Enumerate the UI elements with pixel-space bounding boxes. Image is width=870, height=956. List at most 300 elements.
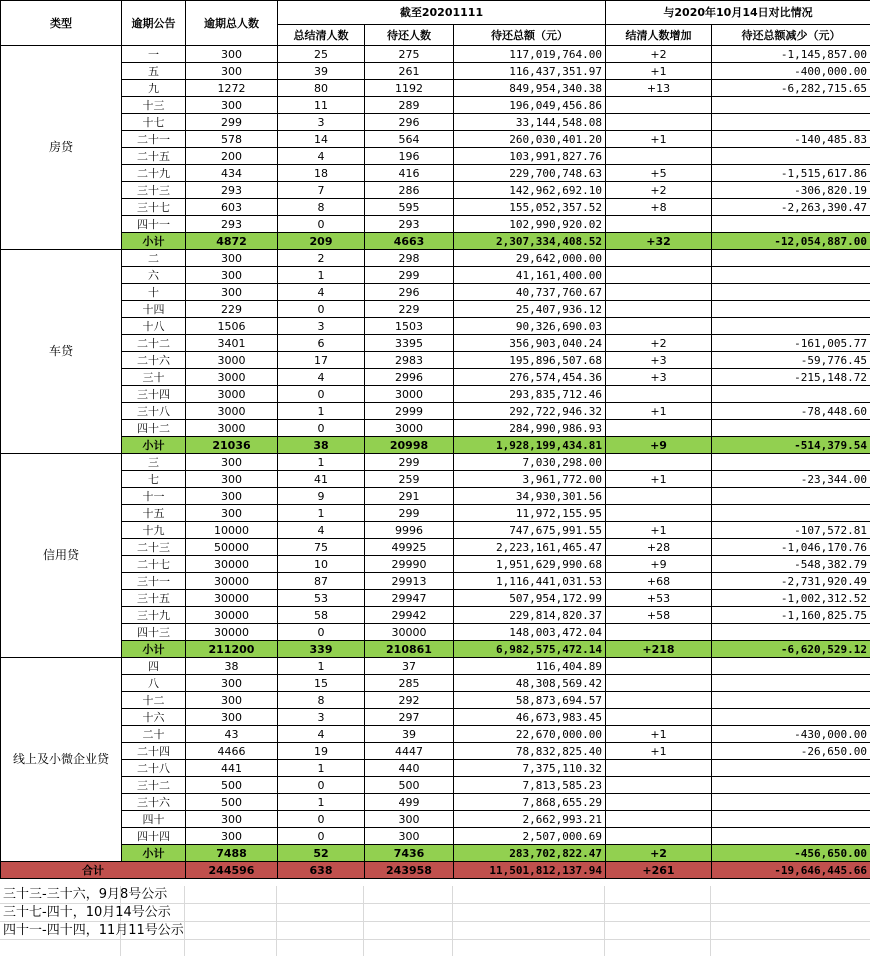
subtotal-amount-cell[interactable]: 283,702,822.47: [454, 845, 606, 862]
settled-cell[interactable]: 17: [278, 352, 365, 369]
amount-dec-cell[interactable]: [712, 658, 870, 675]
total-people-cell[interactable]: 3401: [186, 335, 278, 352]
pending-cell[interactable]: 289: [365, 97, 454, 114]
header-settled[interactable]: 总结清人数: [278, 25, 365, 46]
amount-dec-cell[interactable]: [712, 505, 870, 522]
pending-cell[interactable]: 259: [365, 471, 454, 488]
settled-cell[interactable]: 3: [278, 114, 365, 131]
amount-cell[interactable]: 117,019,764.00: [454, 46, 606, 63]
pending-cell[interactable]: 30000: [365, 624, 454, 641]
settled-inc-cell[interactable]: +53: [606, 590, 712, 607]
amount-cell[interactable]: 40,737,760.67: [454, 284, 606, 301]
total-people-cell[interactable]: 43: [186, 726, 278, 743]
pending-cell[interactable]: 3000: [365, 420, 454, 437]
total-people-cell[interactable]: 1506: [186, 318, 278, 335]
notice-cell[interactable]: 九: [122, 80, 186, 97]
pending-cell[interactable]: 2999: [365, 403, 454, 420]
amount-dec-cell[interactable]: [712, 675, 870, 692]
subtotal-amount-dec-cell[interactable]: -12,054,887.00: [712, 233, 870, 250]
notice-cell[interactable]: 二十四: [122, 743, 186, 760]
amount-cell[interactable]: 196,049,456.86: [454, 97, 606, 114]
pending-cell[interactable]: 297: [365, 709, 454, 726]
subtotal-amount-dec-cell[interactable]: -514,379.54: [712, 437, 870, 454]
notice-cell[interactable]: 十九: [122, 522, 186, 539]
total-amount-dec-cell[interactable]: -19,646,445.66: [712, 862, 870, 879]
pending-cell[interactable]: 2996: [365, 369, 454, 386]
settled-cell[interactable]: 4: [278, 369, 365, 386]
settled-inc-cell[interactable]: [606, 692, 712, 709]
settled-inc-cell[interactable]: +68: [606, 573, 712, 590]
total-people-cell[interactable]: 200: [186, 148, 278, 165]
pending-cell[interactable]: 261: [365, 63, 454, 80]
amount-cell[interactable]: 25,407,936.12: [454, 301, 606, 318]
amount-dec-cell[interactable]: -107,572.81: [712, 522, 870, 539]
total-people-cell[interactable]: 300: [186, 471, 278, 488]
notice-cell[interactable]: 二十: [122, 726, 186, 743]
amount-dec-cell[interactable]: [712, 777, 870, 794]
amount-cell[interactable]: 48,308,569.42: [454, 675, 606, 692]
settled-cell[interactable]: 4: [278, 726, 365, 743]
settled-cell[interactable]: 1: [278, 760, 365, 777]
pending-cell[interactable]: 285: [365, 675, 454, 692]
category-cell[interactable]: 房贷: [1, 46, 122, 250]
subtotal-total-people-cell[interactable]: 211200: [186, 641, 278, 658]
amount-dec-cell[interactable]: [712, 250, 870, 267]
total-people-cell[interactable]: 300: [186, 284, 278, 301]
amount-cell[interactable]: 103,991,827.76: [454, 148, 606, 165]
settled-inc-cell[interactable]: +13: [606, 80, 712, 97]
total-settled-cell[interactable]: 638: [278, 862, 365, 879]
amount-cell[interactable]: 7,868,655.29: [454, 794, 606, 811]
settled-inc-cell[interactable]: [606, 454, 712, 471]
note-line[interactable]: 三十七-四十，10月14号公示: [0, 904, 870, 922]
pending-cell[interactable]: 296: [365, 284, 454, 301]
total-people-cell[interactable]: 293: [186, 182, 278, 199]
total-label-cell[interactable]: 合计: [1, 862, 186, 879]
notice-cell[interactable]: 三十四: [122, 386, 186, 403]
total-people-cell[interactable]: 38: [186, 658, 278, 675]
amount-cell[interactable]: 22,670,000.00: [454, 726, 606, 743]
settled-cell[interactable]: 0: [278, 216, 365, 233]
settled-cell[interactable]: 53: [278, 590, 365, 607]
notice-cell[interactable]: 七: [122, 471, 186, 488]
pending-cell[interactable]: 300: [365, 828, 454, 845]
settled-inc-cell[interactable]: +1: [606, 403, 712, 420]
total-people-cell[interactable]: 300: [186, 488, 278, 505]
amount-cell[interactable]: 90,326,690.03: [454, 318, 606, 335]
subtotal-amount-dec-cell[interactable]: -6,620,529.12: [712, 641, 870, 658]
settled-cell[interactable]: 3: [278, 709, 365, 726]
subtotal-settled-cell[interactable]: 38: [278, 437, 365, 454]
amount-cell[interactable]: 116,404.89: [454, 658, 606, 675]
settled-inc-cell[interactable]: +1: [606, 743, 712, 760]
pending-cell[interactable]: 296: [365, 114, 454, 131]
notice-cell[interactable]: 四十一: [122, 216, 186, 233]
amount-cell[interactable]: 102,990,920.02: [454, 216, 606, 233]
notice-cell[interactable]: 十一: [122, 488, 186, 505]
notice-cell[interactable]: 二十一: [122, 131, 186, 148]
amount-dec-cell[interactable]: -59,776.45: [712, 352, 870, 369]
pending-cell[interactable]: 286: [365, 182, 454, 199]
amount-cell[interactable]: 58,873,694.57: [454, 692, 606, 709]
amount-dec-cell[interactable]: [712, 760, 870, 777]
settled-cell[interactable]: 1: [278, 267, 365, 284]
amount-dec-cell[interactable]: -2,731,920.49: [712, 573, 870, 590]
settled-inc-cell[interactable]: [606, 777, 712, 794]
settled-cell[interactable]: 0: [278, 420, 365, 437]
total-people-cell[interactable]: 578: [186, 131, 278, 148]
pending-cell[interactable]: 3395: [365, 335, 454, 352]
total-people-cell[interactable]: 4466: [186, 743, 278, 760]
total-people-cell[interactable]: 300: [186, 63, 278, 80]
notice-cell[interactable]: 十七: [122, 114, 186, 131]
total-people-cell[interactable]: 10000: [186, 522, 278, 539]
amount-dec-cell[interactable]: -306,820.19: [712, 182, 870, 199]
notice-cell[interactable]: 二: [122, 250, 186, 267]
notice-cell[interactable]: 二十二: [122, 335, 186, 352]
settled-inc-cell[interactable]: [606, 386, 712, 403]
notice-cell[interactable]: 十六: [122, 709, 186, 726]
amount-dec-cell[interactable]: -1,515,617.86: [712, 165, 870, 182]
pending-cell[interactable]: 299: [365, 505, 454, 522]
settled-cell[interactable]: 8: [278, 692, 365, 709]
settled-cell[interactable]: 4: [278, 148, 365, 165]
total-people-cell[interactable]: 300: [186, 505, 278, 522]
amount-cell[interactable]: 229,814,820.37: [454, 607, 606, 624]
settled-inc-cell[interactable]: [606, 488, 712, 505]
amount-cell[interactable]: 78,832,825.40: [454, 743, 606, 760]
amount-dec-cell[interactable]: [712, 709, 870, 726]
pending-cell[interactable]: 595: [365, 199, 454, 216]
subtotal-notice-cell[interactable]: 小计: [122, 641, 186, 658]
settled-cell[interactable]: 14: [278, 131, 365, 148]
settled-inc-cell[interactable]: [606, 114, 712, 131]
settled-inc-cell[interactable]: [606, 828, 712, 845]
notice-cell[interactable]: 十三: [122, 97, 186, 114]
amount-dec-cell[interactable]: [712, 148, 870, 165]
pending-cell[interactable]: 292: [365, 692, 454, 709]
header-settled-inc[interactable]: 结清人数增加: [606, 25, 712, 46]
notice-cell[interactable]: 三十二: [122, 777, 186, 794]
total-people-cell[interactable]: 50000: [186, 539, 278, 556]
settled-inc-cell[interactable]: [606, 794, 712, 811]
settled-inc-cell[interactable]: [606, 505, 712, 522]
total-settled-inc-cell[interactable]: +261: [606, 862, 712, 879]
subtotal-amount-cell[interactable]: 1,928,199,434.81: [454, 437, 606, 454]
amount-cell[interactable]: 148,003,472.04: [454, 624, 606, 641]
pending-cell[interactable]: 416: [365, 165, 454, 182]
settled-cell[interactable]: 3: [278, 318, 365, 335]
amount-cell[interactable]: 229,700,748.63: [454, 165, 606, 182]
header-compare[interactable]: 与2020年10月14日对比情况: [606, 1, 870, 25]
notice-cell[interactable]: 三十五: [122, 590, 186, 607]
total-people-cell[interactable]: 300: [186, 811, 278, 828]
settled-inc-cell[interactable]: [606, 318, 712, 335]
amount-cell[interactable]: 46,673,983.45: [454, 709, 606, 726]
notice-cell[interactable]: 二十五: [122, 148, 186, 165]
amount-dec-cell[interactable]: [712, 386, 870, 403]
total-people-cell[interactable]: 30000: [186, 607, 278, 624]
amount-dec-cell[interactable]: [712, 794, 870, 811]
total-people-cell[interactable]: 300: [186, 454, 278, 471]
settled-cell[interactable]: 58: [278, 607, 365, 624]
total-people-cell[interactable]: 300: [186, 709, 278, 726]
amount-cell[interactable]: 116,437,351.97: [454, 63, 606, 80]
amount-dec-cell[interactable]: [712, 284, 870, 301]
notice-cell[interactable]: 二十三: [122, 539, 186, 556]
subtotal-settled-inc-cell[interactable]: +32: [606, 233, 712, 250]
amount-cell[interactable]: 356,903,040.24: [454, 335, 606, 352]
pending-cell[interactable]: 299: [365, 267, 454, 284]
subtotal-settled-cell[interactable]: 209: [278, 233, 365, 250]
pending-cell[interactable]: 229: [365, 301, 454, 318]
settled-inc-cell[interactable]: [606, 760, 712, 777]
subtotal-settled-inc-cell[interactable]: +9: [606, 437, 712, 454]
notice-cell[interactable]: 三十六: [122, 794, 186, 811]
notice-cell[interactable]: 三十一: [122, 573, 186, 590]
category-cell[interactable]: 线上及小微企业贷: [1, 658, 122, 862]
settled-cell[interactable]: 6: [278, 335, 365, 352]
header-amount[interactable]: 待还总额（元）: [454, 25, 606, 46]
settled-inc-cell[interactable]: +2: [606, 335, 712, 352]
settled-cell[interactable]: 7: [278, 182, 365, 199]
total-people-cell[interactable]: 300: [186, 692, 278, 709]
amount-dec-cell[interactable]: [712, 828, 870, 845]
pending-cell[interactable]: 293: [365, 216, 454, 233]
header-type[interactable]: 类型: [1, 1, 122, 46]
amount-cell[interactable]: 29,642,000.00: [454, 250, 606, 267]
header-as-of[interactable]: 截至20201111: [278, 1, 606, 25]
amount-cell[interactable]: 195,896,507.68: [454, 352, 606, 369]
settled-inc-cell[interactable]: +2: [606, 46, 712, 63]
pending-cell[interactable]: 275: [365, 46, 454, 63]
subtotal-total-people-cell[interactable]: 7488: [186, 845, 278, 862]
amount-cell[interactable]: 293,835,712.46: [454, 386, 606, 403]
settled-inc-cell[interactable]: +9: [606, 556, 712, 573]
amount-cell[interactable]: 33,144,548.08: [454, 114, 606, 131]
notice-cell[interactable]: 二十七: [122, 556, 186, 573]
settled-inc-cell[interactable]: [606, 301, 712, 318]
settled-cell[interactable]: 9: [278, 488, 365, 505]
notice-cell[interactable]: 十二: [122, 692, 186, 709]
amount-dec-cell[interactable]: -400,000.00: [712, 63, 870, 80]
subtotal-pending-cell[interactable]: 7436: [365, 845, 454, 862]
subtotal-pending-cell[interactable]: 4663: [365, 233, 454, 250]
amount-dec-cell[interactable]: -6,282,715.65: [712, 80, 870, 97]
settled-cell[interactable]: 80: [278, 80, 365, 97]
settled-cell[interactable]: 1: [278, 403, 365, 420]
notice-cell[interactable]: 三十八: [122, 403, 186, 420]
settled-cell[interactable]: 0: [278, 624, 365, 641]
notice-cell[interactable]: 二十九: [122, 165, 186, 182]
total-amount-cell[interactable]: 11,501,812,137.94: [454, 862, 606, 879]
total-pending-cell[interactable]: 243958: [365, 862, 454, 879]
notice-cell[interactable]: 二十六: [122, 352, 186, 369]
total-people-cell[interactable]: 30000: [186, 556, 278, 573]
total-people-cell[interactable]: 434: [186, 165, 278, 182]
amount-cell[interactable]: 747,675,991.55: [454, 522, 606, 539]
total-people-cell[interactable]: 603: [186, 199, 278, 216]
settled-cell[interactable]: 25: [278, 46, 365, 63]
settled-cell[interactable]: 0: [278, 386, 365, 403]
amount-dec-cell[interactable]: [712, 692, 870, 709]
settled-inc-cell[interactable]: [606, 216, 712, 233]
subtotal-pending-cell[interactable]: 20998: [365, 437, 454, 454]
total-people-cell[interactable]: 293: [186, 216, 278, 233]
pending-cell[interactable]: 39: [365, 726, 454, 743]
category-cell[interactable]: 车贷: [1, 250, 122, 454]
settled-inc-cell[interactable]: [606, 811, 712, 828]
total-people-cell[interactable]: 300: [186, 828, 278, 845]
notice-cell[interactable]: 四十二: [122, 420, 186, 437]
pending-cell[interactable]: 564: [365, 131, 454, 148]
notice-cell[interactable]: 四: [122, 658, 186, 675]
total-people-cell[interactable]: 500: [186, 777, 278, 794]
subtotal-notice-cell[interactable]: 小计: [122, 845, 186, 862]
subtotal-total-people-cell[interactable]: 21036: [186, 437, 278, 454]
total-people-cell[interactable]: 300: [186, 267, 278, 284]
total-people-cell[interactable]: 30000: [186, 624, 278, 641]
header-amount-dec[interactable]: 待还总额减少（元）: [712, 25, 870, 46]
settled-cell[interactable]: 11: [278, 97, 365, 114]
amount-dec-cell[interactable]: -1,160,825.75: [712, 607, 870, 624]
settled-inc-cell[interactable]: +1: [606, 726, 712, 743]
amount-dec-cell[interactable]: [712, 114, 870, 131]
subtotal-amount-dec-cell[interactable]: -456,650.00: [712, 845, 870, 862]
settled-cell[interactable]: 0: [278, 828, 365, 845]
subtotal-settled-cell[interactable]: 52: [278, 845, 365, 862]
total-people-cell[interactable]: 299: [186, 114, 278, 131]
total-people-cell[interactable]: 300: [186, 46, 278, 63]
amount-cell[interactable]: 41,161,400.00: [454, 267, 606, 284]
amount-dec-cell[interactable]: -26,650.00: [712, 743, 870, 760]
pending-cell[interactable]: 29913: [365, 573, 454, 590]
settled-inc-cell[interactable]: [606, 658, 712, 675]
amount-dec-cell[interactable]: -2,263,390.47: [712, 199, 870, 216]
total-people-cell[interactable]: 30000: [186, 573, 278, 590]
pending-cell[interactable]: 29990: [365, 556, 454, 573]
settled-cell[interactable]: 41: [278, 471, 365, 488]
amount-cell[interactable]: 155,052,357.52: [454, 199, 606, 216]
settled-cell[interactable]: 4: [278, 522, 365, 539]
settled-inc-cell[interactable]: +3: [606, 352, 712, 369]
note-line[interactable]: 四十一-四十四，11月11号公示: [0, 922, 870, 940]
amount-dec-cell[interactable]: [712, 811, 870, 828]
subtotal-settled-inc-cell[interactable]: +2: [606, 845, 712, 862]
settled-cell[interactable]: 10: [278, 556, 365, 573]
header-total-people[interactable]: 逾期总人数: [186, 1, 278, 46]
amount-dec-cell[interactable]: [712, 488, 870, 505]
amount-cell[interactable]: 276,574,454.36: [454, 369, 606, 386]
settled-cell[interactable]: 1: [278, 794, 365, 811]
settled-inc-cell[interactable]: +1: [606, 131, 712, 148]
amount-cell[interactable]: 34,930,301.56: [454, 488, 606, 505]
total-people-cell[interactable]: 441: [186, 760, 278, 777]
settled-cell[interactable]: 0: [278, 777, 365, 794]
settled-cell[interactable]: 18: [278, 165, 365, 182]
pending-cell[interactable]: 37: [365, 658, 454, 675]
pending-cell[interactable]: 49925: [365, 539, 454, 556]
amount-dec-cell[interactable]: -140,485.83: [712, 131, 870, 148]
settled-cell[interactable]: 8: [278, 199, 365, 216]
settled-inc-cell[interactable]: [606, 250, 712, 267]
total-people-cell[interactable]: 3000: [186, 369, 278, 386]
subtotal-amount-cell[interactable]: 6,982,575,472.14: [454, 641, 606, 658]
notice-cell[interactable]: 四十四: [122, 828, 186, 845]
settled-cell[interactable]: 39: [278, 63, 365, 80]
total-people-cell[interactable]: 3000: [186, 403, 278, 420]
amount-dec-cell[interactable]: [712, 420, 870, 437]
notice-cell[interactable]: 三十九: [122, 607, 186, 624]
settled-inc-cell[interactable]: [606, 675, 712, 692]
notice-cell[interactable]: 十四: [122, 301, 186, 318]
pending-cell[interactable]: 1503: [365, 318, 454, 335]
pending-cell[interactable]: 196: [365, 148, 454, 165]
settled-inc-cell[interactable]: [606, 284, 712, 301]
settled-inc-cell[interactable]: +1: [606, 471, 712, 488]
amount-dec-cell[interactable]: [712, 318, 870, 335]
amount-dec-cell[interactable]: -1,002,312.52: [712, 590, 870, 607]
subtotal-notice-cell[interactable]: 小计: [122, 233, 186, 250]
notice-cell[interactable]: 三十七: [122, 199, 186, 216]
notice-cell[interactable]: 八: [122, 675, 186, 692]
settled-inc-cell[interactable]: [606, 148, 712, 165]
pending-cell[interactable]: 29942: [365, 607, 454, 624]
notice-cell[interactable]: 三: [122, 454, 186, 471]
pending-cell[interactable]: 4447: [365, 743, 454, 760]
total-people-cell[interactable]: 30000: [186, 590, 278, 607]
total-people-cell[interactable]: 3000: [186, 420, 278, 437]
settled-cell[interactable]: 0: [278, 811, 365, 828]
pending-cell[interactable]: 3000: [365, 386, 454, 403]
amount-dec-cell[interactable]: [712, 216, 870, 233]
settled-cell[interactable]: 75: [278, 539, 365, 556]
settled-cell[interactable]: 15: [278, 675, 365, 692]
settled-cell[interactable]: 87: [278, 573, 365, 590]
amount-cell[interactable]: 1,951,629,990.68: [454, 556, 606, 573]
amount-cell[interactable]: 260,030,401.20: [454, 131, 606, 148]
total-people-cell[interactable]: 500: [186, 794, 278, 811]
settled-cell[interactable]: 19: [278, 743, 365, 760]
amount-dec-cell[interactable]: [712, 267, 870, 284]
subtotal-settled-cell[interactable]: 339: [278, 641, 365, 658]
pending-cell[interactable]: 500: [365, 777, 454, 794]
pending-cell[interactable]: 299: [365, 454, 454, 471]
amount-cell[interactable]: 849,954,340.38: [454, 80, 606, 97]
settled-cell[interactable]: 4: [278, 284, 365, 301]
settled-cell[interactable]: 0: [278, 301, 365, 318]
amount-cell[interactable]: 7,813,585.23: [454, 777, 606, 794]
amount-cell[interactable]: 507,954,172.99: [454, 590, 606, 607]
pending-cell[interactable]: 2983: [365, 352, 454, 369]
amount-dec-cell[interactable]: [712, 454, 870, 471]
settled-inc-cell[interactable]: +5: [606, 165, 712, 182]
amount-dec-cell[interactable]: -1,145,857.00: [712, 46, 870, 63]
total-people-cell[interactable]: 300: [186, 675, 278, 692]
settled-inc-cell[interactable]: +58: [606, 607, 712, 624]
header-notice[interactable]: 逾期公告: [122, 1, 186, 46]
subtotal-settled-inc-cell[interactable]: +218: [606, 641, 712, 658]
notice-cell[interactable]: 十八: [122, 318, 186, 335]
amount-dec-cell[interactable]: [712, 624, 870, 641]
subtotal-amount-cell[interactable]: 2,307,334,408.52: [454, 233, 606, 250]
notice-cell[interactable]: 三十: [122, 369, 186, 386]
amount-cell[interactable]: 7,375,110.32: [454, 760, 606, 777]
pending-cell[interactable]: 1192: [365, 80, 454, 97]
amount-cell[interactable]: 11,972,155.95: [454, 505, 606, 522]
settled-inc-cell[interactable]: +2: [606, 182, 712, 199]
notice-cell[interactable]: 一: [122, 46, 186, 63]
